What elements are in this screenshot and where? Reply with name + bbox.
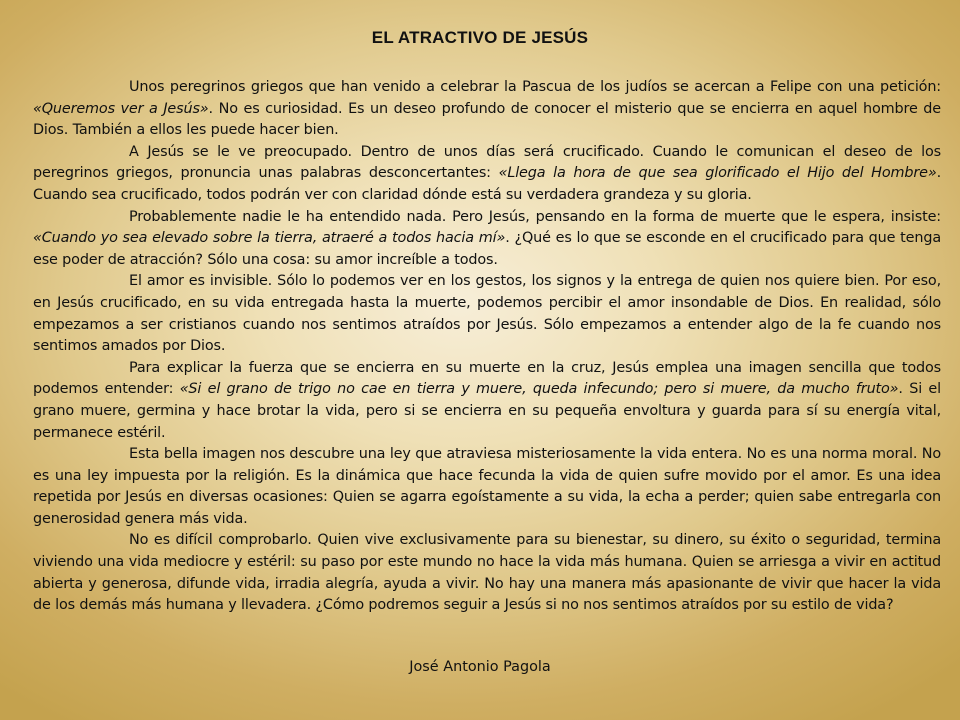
text-run: Para explicar la fuerza que se encierra en su muerte en la cruz, Jesús emplea una imagen sencilla que todos podemos entender: (33, 359, 941, 398)
paragraph (33, 530, 941, 616)
quote: «Si el grano de trigo no cae en tierra y muere, queda infecundo; pero si muere, da mucho fruto» (179, 381, 899, 398)
text-run: Unos peregrinos griegos que han venido a celebrar la Pascua de los judíos se acercan a Felipe con una petición: (129, 79, 941, 95)
paragraph (33, 444, 941, 530)
quote: «Llega la hora de que sea glorificado el Hijo del Hombre» (498, 165, 937, 182)
text-run: A Jesús se le ve preocupado. Dentro de unos días será crucificado. Cuando le comunican el deseo de los peregrinos griegos, pronuncia unas palabras desconcertantes: (33, 143, 941, 182)
page-title: EL ATRACTIVO DE JESÚS (371, 28, 589, 47)
author-signature: José Antonio Pagola (409, 659, 551, 675)
quote: «Queremos ver a Jesús» (33, 100, 209, 117)
text-run: . ¿Qué es lo que se esconde en el crucificado para que tenga ese poder de atracción? Sólo una cosa: su amor increíble a todos. (33, 230, 941, 268)
text-run: El amor es invisible. Sólo lo podemos ver en los gestos, los signos y la entrega de quien nos quiere bien. Por eso, en Jesús crucificado, en su vida entregada hasta la muerte, podemos percibir el amor insondable de Dios. En realidad, sólo empezamos a ser cristianos cuando nos sentimos atraídos por Jesús. Sólo empezamos a entender algo de la fe cuando nos sentimos amados por Dios. (33, 273, 941, 355)
text-run: No es difícil comprobarlo. Quien vive exclusivamente para su bienestar, su dinero, su éxito o seguridad, termina viviendo una vida mediocre y estéril: su paso por este mundo no hace la vida más humana. Quien se arriesga a vivir en actitud abierta y generosa, difunde vida, irradia alegría, ayuda a vivir. No hay una manera más apasionante de vivir que hacer la vida de los demás más humana y llevadera. ¿Cómo podremos seguir a Jesús si no nos sentimos atraídos por su estilo de vida? (33, 532, 941, 614)
text-run: . Cuando sea crucificado, todos podrán ver con claridad dónde está su verdadera grandeza y su gloria. (33, 165, 941, 203)
paragraph (33, 142, 941, 207)
text-run: Esta bella imagen nos descubre una ley que atraviesa misteriosamente la vida entera. No es una norma moral. No es una ley impuesta por la religión. Es la dinámica que hace fecunda la vida de quien sufre movido por el amor. Es una idea repetida por Jesús en diversas ocasiones: Quien se agarra egoístamente a su vida, la echa a perder; quien sabe entregarla con generosidad genera más vida. (33, 446, 941, 527)
text-run: . No es curiosidad. Es un deseo profundo de conocer el misterio que se encierra en aquel hombre de Dios. También a ellos les puede hacer bien. (33, 100, 941, 139)
paragraph (33, 207, 941, 272)
paragraph (33, 358, 941, 444)
body-text (33, 77, 941, 617)
paragraph (33, 77, 941, 142)
text-run: . Si el grano muere, germina y hace brotar la vida, pero si se encierra en su pequeña envoltura y guarda para sí su energía vital, permanece estéril. (33, 381, 941, 441)
text-run: Probablemente nadie le ha entendido nada. Pero Jesús, pensando en la forma de muerte que le espera, insiste: (129, 208, 941, 225)
paragraph (33, 271, 941, 357)
quote: «Cuando yo sea elevado sobre la tierra, atraeré a todos hacia mí» (33, 230, 506, 247)
